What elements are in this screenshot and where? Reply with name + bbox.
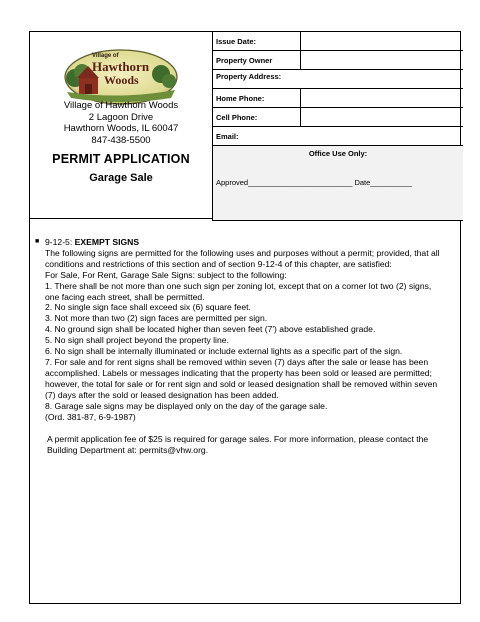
- header-left-cell: [30, 32, 212, 218]
- email-row[interactable]: [213, 127, 463, 146]
- address-line1: Village of Hawthorn Woods: [63, 100, 179, 111]
- cell-phone-row: [213, 108, 463, 127]
- code-intro: The following signs are permitted for the following uses and purposes without a permit; provided, that all conditions and restrictions of this section and of section 9-12-4 of this chapter, are satisfied:: [45, 247, 440, 269]
- address-line2: 2 Lagoon Drive: [88, 111, 154, 123]
- code-section-title: EXEMPT SIGNS: [74, 237, 140, 247]
- property-owner-row: [213, 51, 463, 70]
- code-item: 7. For sale and for rent signs shall be removed within seven (7) days after the sale or lease has been accomplished. Labels or messages indicating that the property has been sold or leased are permitted; however, the total for sale or for rent sign and sold or leased designation shall be removed within seven (7) days after the sold or leased designation has been added.: [45, 356, 438, 400]
- code-item: 5. No sign shall project beyond the property line.: [45, 335, 229, 346]
- home-phone-label: Home Phone:: [216, 94, 265, 103]
- issue-date-field[interactable]: [300, 32, 301, 50]
- code-item: 8. Garage sale signs may be displayed only on the day of the garage sale.: [45, 400, 328, 411]
- issue-date-label: Issue Date:: [216, 37, 257, 46]
- logo-line3: Woods: [104, 73, 139, 87]
- village-phone: 847-438-5500: [91, 134, 151, 146]
- header-area: [30, 32, 460, 218]
- address-line3: Hawthorn Woods, IL 60047: [63, 123, 179, 134]
- village-address: [30, 100, 212, 146]
- permit-subtitle: Garage Sale: [89, 172, 153, 184]
- property-owner-field[interactable]: [300, 51, 301, 69]
- code-section-heading: [35, 237, 445, 248]
- office-use-heading: Office Use Only:: [308, 149, 368, 158]
- code-item: 1. There shall be not more than one such sign per zoning lot, except that on a corner lot two (2) signs, one facing each street, shall be permitted.: [45, 280, 432, 302]
- bullet-icon: ■: [35, 238, 40, 245]
- logo-line2: Hawthorn: [92, 59, 150, 74]
- page-border: [29, 31, 461, 604]
- code-item: 2. No single sign face shall exceed six (6) square feet.: [45, 302, 251, 313]
- permit-title: PERMIT APPLICATION: [52, 152, 190, 166]
- property-address-row[interactable]: [213, 70, 463, 89]
- cell-phone-field[interactable]: [300, 108, 301, 126]
- code-subhead: For Sale, For Rent, Garage Sale Signs: subject to the following:: [45, 269, 287, 280]
- permit-fee-note: A permit application fee of $25 is required for garage sales. For more information, please contact the Building Department at: permits@vhw.org.: [47, 434, 429, 456]
- home-phone-field[interactable]: [300, 89, 301, 107]
- property-address-label: Property Address:: [216, 72, 282, 81]
- cell-phone-label: Cell Phone:: [216, 113, 258, 122]
- ordinance-reference: (Ord. 381-87, 6-9-1987): [45, 411, 136, 422]
- ordinance-content: [35, 237, 445, 456]
- applicant-form-table: [212, 32, 463, 221]
- issue-date-row: [213, 32, 463, 51]
- code-section-number: 9-12-5:: [45, 237, 75, 247]
- home-phone-row: [213, 89, 463, 108]
- code-item: 4. No ground sign shall be located higher than seven feet (7') above established grade.: [45, 324, 376, 335]
- logo-line1: Village of: [92, 53, 119, 59]
- email-label: Email:: [216, 132, 239, 141]
- header-divider: [30, 218, 212, 219]
- property-owner-label: Property Owner: [216, 56, 273, 65]
- approved-date-line: Approved_________________________ Date__________: [216, 178, 413, 187]
- code-item: 3. Not more than two (2) sign faces are permitted per sign.: [45, 313, 268, 324]
- code-item: 6. No sign shall be internally illuminated or include external lights as a specific part of the sign.: [45, 346, 403, 357]
- office-use-section: [213, 146, 463, 221]
